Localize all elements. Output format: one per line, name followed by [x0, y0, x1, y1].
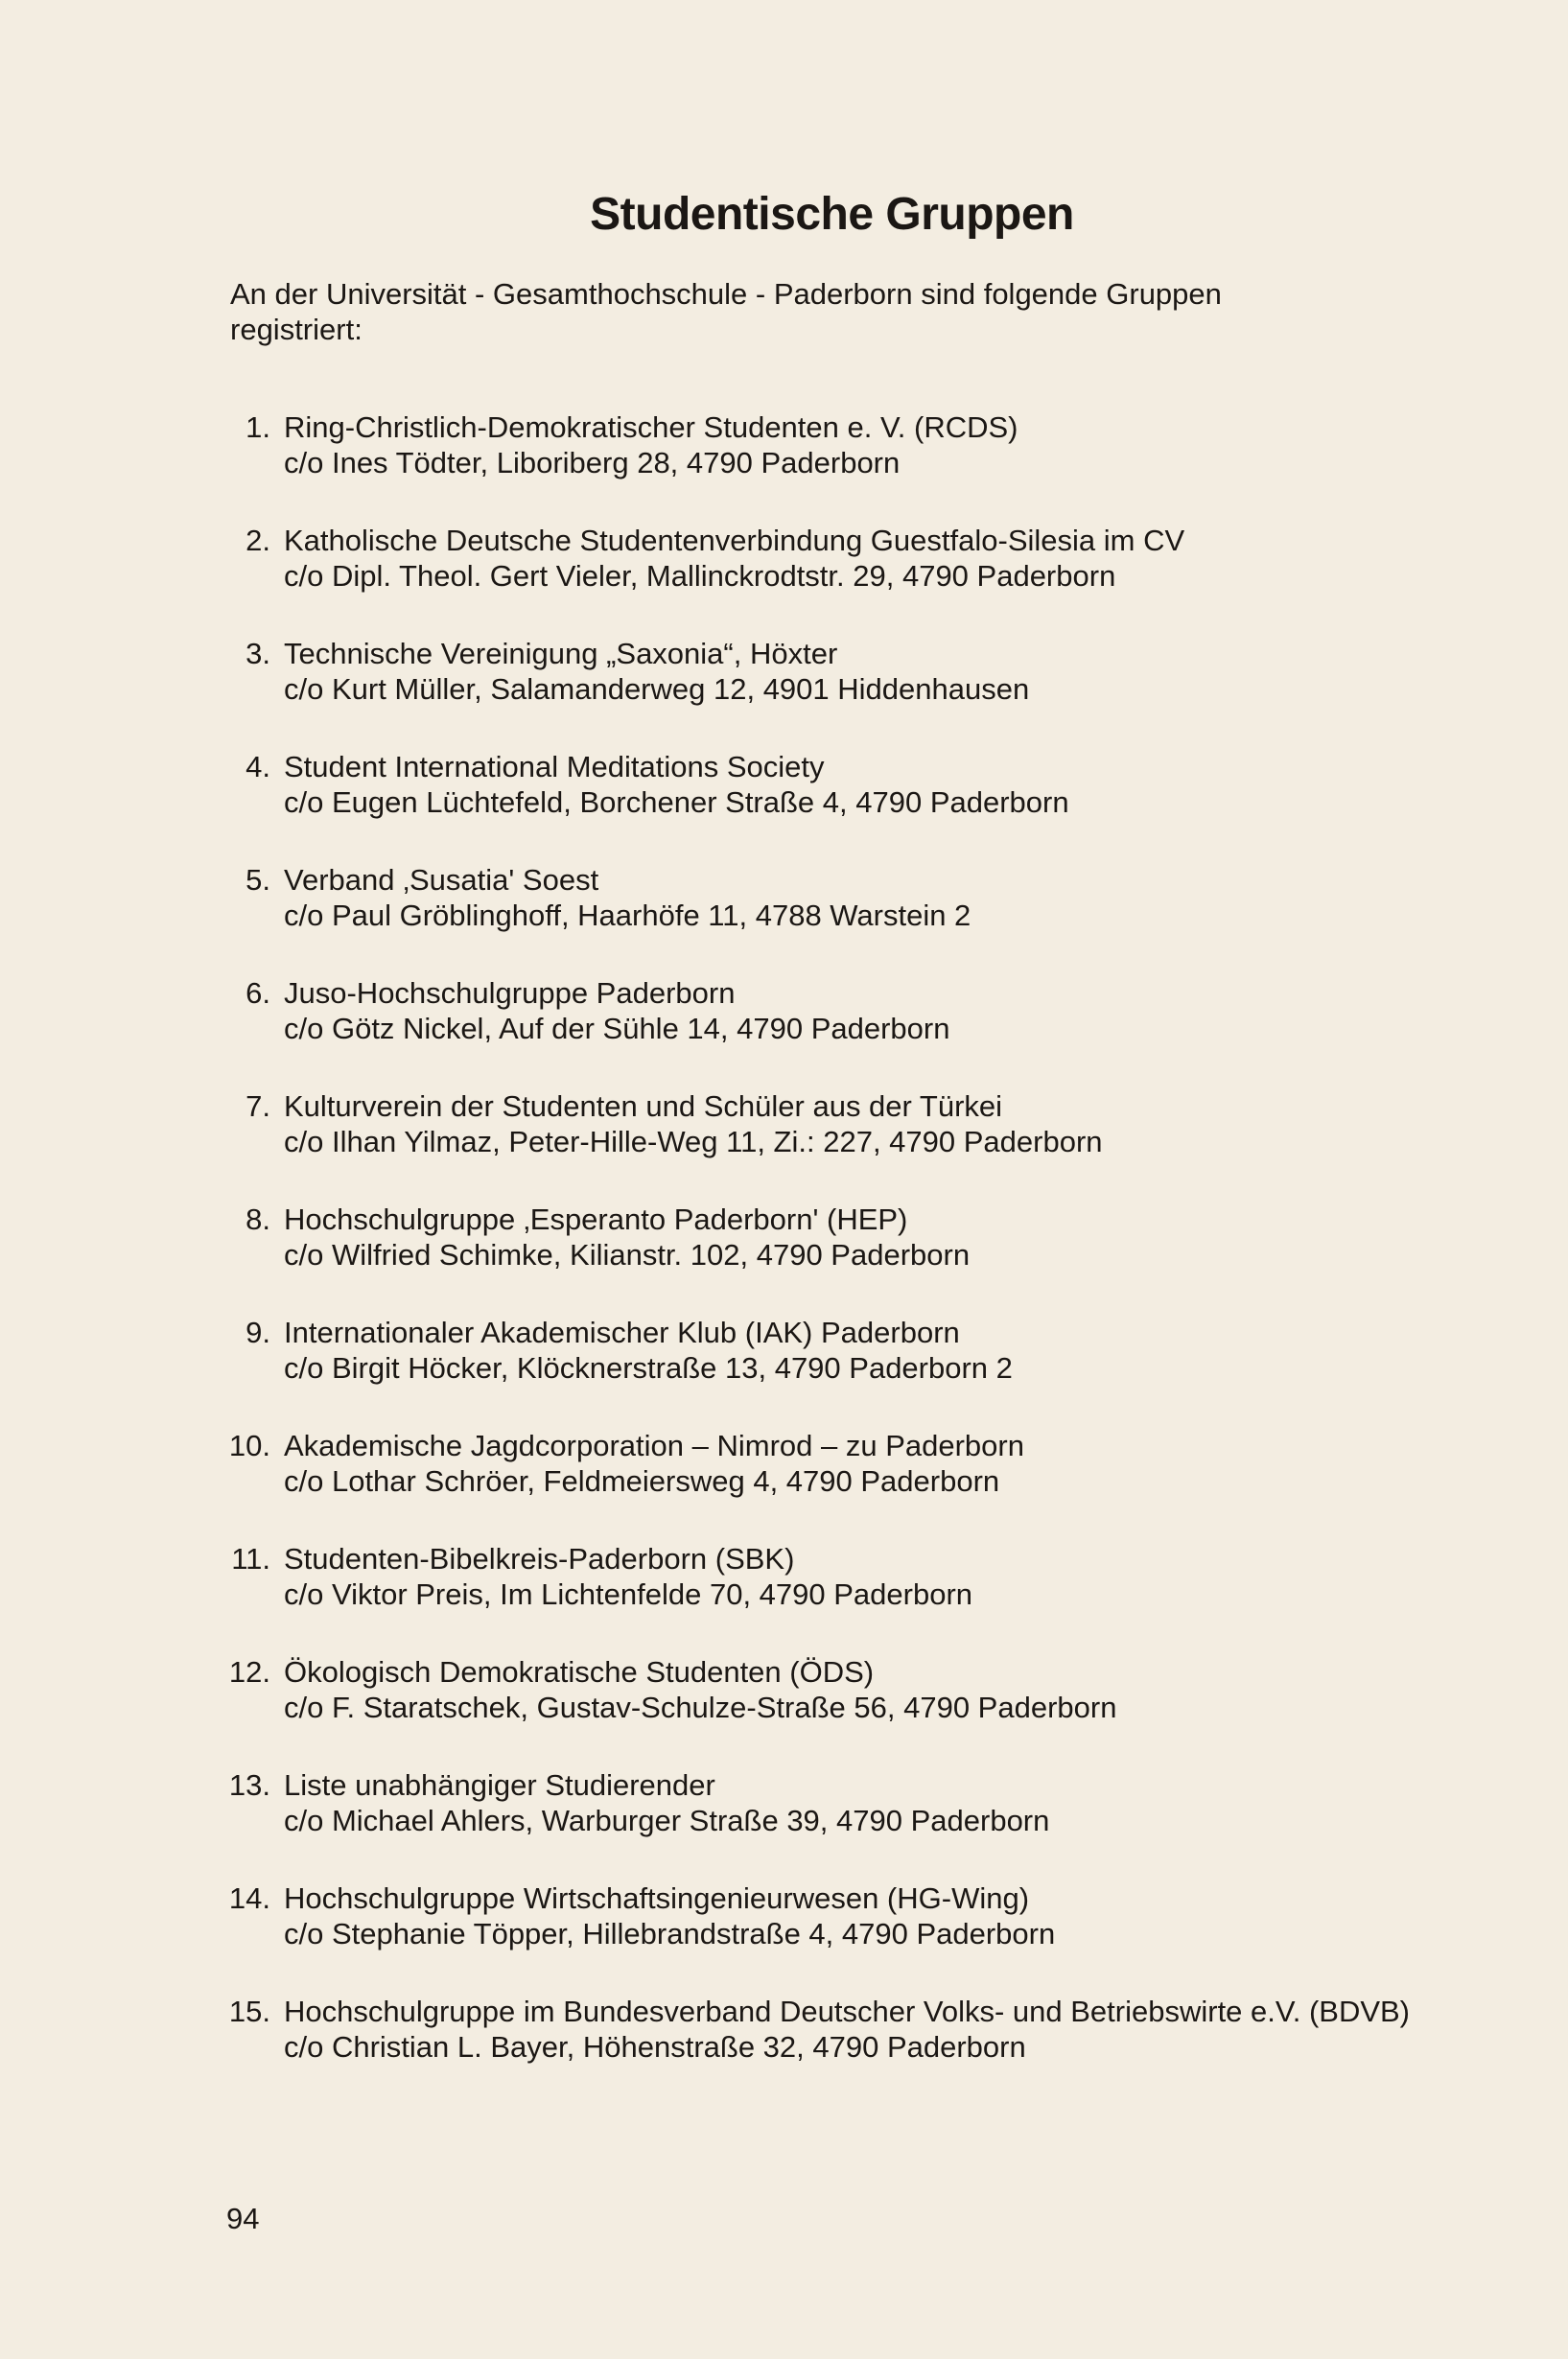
- group-address: c/o Eugen Lüchtefeld, Borchener Straße 4, 4790 Paderborn: [284, 785, 1069, 819]
- group-address: c/o Ilhan Yilmaz, Peter-Hille-Weg 11, Zi.: 227, 4790 Paderborn: [284, 1125, 1103, 1158]
- item-number: 10.: [228, 1429, 270, 1462]
- group-address: c/o Dipl. Theol. Gert Vieler, Mallinckrodtstr. 29, 4790 Paderborn: [284, 559, 1116, 593]
- list-item: [0, 749, 1568, 862]
- item-number: 8.: [246, 1203, 270, 1236]
- group-name: Ökologisch Demokratische Studenten (ÖDS): [284, 1655, 875, 1689]
- list-item: [0, 636, 1568, 749]
- item-number: 13.: [228, 1768, 270, 1802]
- group-name: Juso-Hochschulgruppe Paderborn: [284, 976, 736, 1010]
- group-address: c/o Christian L. Bayer, Höhenstraße 32, 4790 Paderborn: [284, 2030, 1026, 2064]
- item-number: 11.: [231, 1542, 270, 1576]
- list-item: [0, 1428, 1568, 1541]
- group-name: Studenten-Bibelkreis-Paderborn (SBK): [284, 1542, 795, 1576]
- item-number: 15.: [228, 1995, 270, 2028]
- group-name: Kulturverein der Studenten und Schüler aus der Türkei: [284, 1089, 1003, 1123]
- group-address: c/o Kurt Müller, Salamanderweg 12, 4901 Hiddenhausen: [284, 672, 1030, 706]
- list-item: [0, 1767, 1568, 1880]
- group-address: c/o Wilfried Schimke, Kilianstr. 102, 4790 Paderborn: [284, 1238, 971, 1272]
- group-name: Technische Vereinigung „Saxonia“, Höxter: [284, 637, 838, 670]
- group-name: Akademische Jagdcorporation – Nimrod – zu Paderborn: [284, 1429, 1024, 1462]
- list-item: [0, 1088, 1568, 1202]
- group-name: Student International Meditations Society: [284, 750, 825, 783]
- list-item: [0, 409, 1568, 523]
- group-address: c/o F. Staratschek, Gustav-Schulze-Straße 56, 4790 Paderborn: [284, 1691, 1117, 1724]
- group-address: c/o Stephanie Töpper, Hillebrandstraße 4, 4790 Paderborn: [284, 1917, 1056, 1950]
- list-item: [0, 1880, 1568, 1994]
- group-name: Liste unabhängiger Studierender: [284, 1768, 715, 1802]
- group-address: c/o Götz Nickel, Auf der Sühle 14, 4790 Paderborn: [284, 1012, 950, 1045]
- group-address: c/o Ines Tödter, Liboriberg 28, 4790 Paderborn: [284, 446, 901, 479]
- list-item: [0, 1654, 1568, 1767]
- item-number: 14.: [228, 1881, 270, 1915]
- item-number: 3.: [246, 637, 270, 670]
- group-name: Hochschulgruppe Wirtschaftsingenieurwesen (HG-Wing): [284, 1881, 1030, 1915]
- page-title: Studentische Gruppen: [590, 189, 1074, 240]
- group-name: Verband ‚Susatia' Soest: [284, 863, 599, 897]
- page-number: 94: [226, 2202, 260, 2235]
- list-item: [0, 1541, 1568, 1654]
- group-name: Hochschulgruppe im Bundesverband Deutscher Volks- und Betriebswirte e.V. (BDVB): [284, 1995, 1411, 2028]
- group-name: Internationaler Akademischer Klub (IAK) Paderborn: [284, 1316, 960, 1349]
- group-list: [0, 409, 1568, 2142]
- intro-paragraph: An der Universität - Gesamthochschule - Paderborn sind folgende Gruppen registriert:: [230, 277, 1222, 346]
- group-name: Ring-Christlich-Demokratischer Studenten e. V. (RCDS): [284, 410, 1018, 444]
- list-item: [0, 523, 1568, 636]
- group-address: c/o Michael Ahlers, Warburger Straße 39, 4790 Paderborn: [284, 1804, 1050, 1837]
- group-address: c/o Viktor Preis, Im Lichtenfelde 70, 4790 Paderborn: [284, 1577, 973, 1611]
- item-number: 2.: [246, 524, 270, 557]
- item-number: 9.: [246, 1316, 270, 1349]
- list-item: [0, 1315, 1568, 1428]
- item-number: 7.: [246, 1089, 270, 1123]
- list-item: [0, 975, 1568, 1088]
- group-name: Hochschulgruppe ‚Esperanto Paderborn' (HEP): [284, 1203, 908, 1236]
- item-number: 4.: [246, 750, 270, 783]
- item-number: 12.: [228, 1655, 270, 1689]
- group-address: c/o Birgit Höcker, Klöcknerstraße 13, 4790 Paderborn 2: [284, 1351, 1013, 1385]
- item-number: 5.: [246, 863, 270, 897]
- group-address: c/o Lothar Schröer, Feldmeiersweg 4, 4790 Paderborn: [284, 1464, 1000, 1498]
- item-number: 6.: [246, 976, 270, 1010]
- item-number: 1.: [246, 410, 270, 444]
- list-item: [0, 862, 1568, 975]
- list-item: [0, 1202, 1568, 1315]
- group-name: Katholische Deutsche Studentenverbindung Guestfalo-Silesia im CV: [284, 524, 1185, 557]
- list-item: [0, 1994, 1568, 2142]
- group-address: c/o Paul Gröblinghoff, Haarhöfe 11, 4788 Warstein 2: [284, 899, 971, 932]
